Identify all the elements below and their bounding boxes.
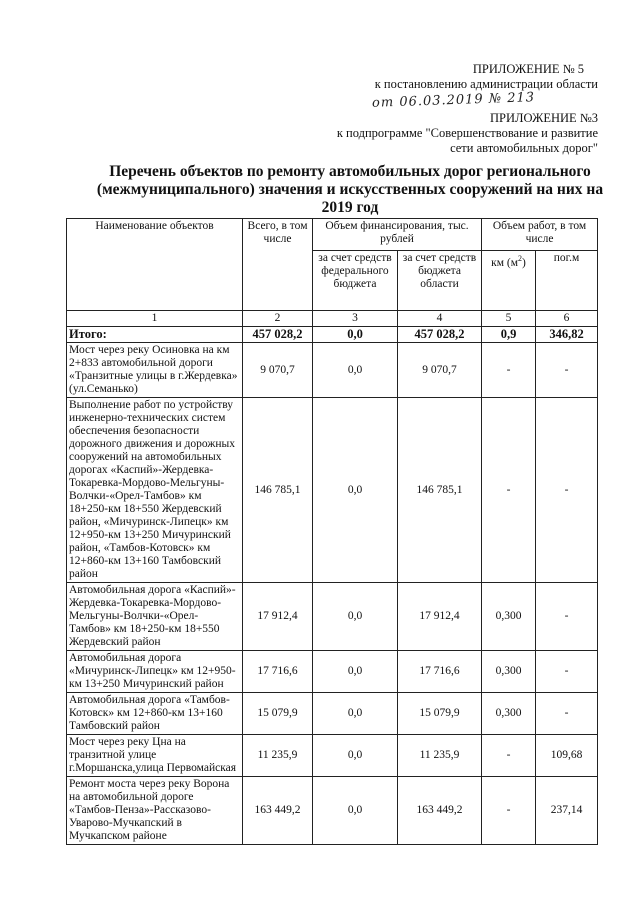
object-pogm: - [536, 651, 598, 693]
object-total: 9 070,7 [243, 343, 313, 398]
object-regional: 11 235,9 [398, 735, 482, 777]
objects-table [66, 218, 598, 845]
object-total: 11 235,9 [243, 735, 313, 777]
sub-appendix-title: ПРИЛОЖЕНИЕ №3 [489, 111, 598, 125]
total-label: Итого: [67, 327, 243, 343]
object-federal: 0,0 [313, 583, 398, 651]
object-total: 163 449,2 [243, 777, 313, 845]
object-regional: 146 785,1 [398, 398, 482, 583]
title-line2: (межмуниципального) значения и искусственных сооружений на них на [96, 181, 604, 198]
total-regional: 457 028,2 [398, 327, 482, 343]
object-regional: 163 449,2 [398, 777, 482, 845]
appendix-ref: к постановлению администрации области [374, 77, 598, 91]
document-title [70, 163, 630, 217]
object-km: 0,300 [482, 693, 536, 735]
header-km-sup: 2 [518, 254, 523, 263]
header-pogm: пог.м [536, 251, 598, 311]
table-row [67, 693, 598, 735]
header-total: Всего, в том числе [243, 219, 313, 311]
object-pogm: 109,68 [536, 735, 598, 777]
sub-appendix-header [337, 111, 598, 156]
header-km-text: км (м [491, 256, 519, 269]
col-number: 1 [67, 311, 243, 327]
object-name: Мост через реку Осиновка на км 2+833 автомобильной дороги «Транзитные улицы в г.Жердевка» (ул.Семанько) [67, 343, 243, 398]
object-name: Автомобильная дорога «Мичуринск-Липецк» км 12+950-км 13+250 Мичуринский район [67, 651, 243, 693]
object-federal: 0,0 [313, 398, 398, 583]
object-federal: 0,0 [313, 777, 398, 845]
column-numbers-row [67, 311, 598, 327]
total-km: 0,9 [482, 327, 536, 343]
appendix-header [375, 62, 598, 92]
object-km: - [482, 777, 536, 845]
object-pogm: - [536, 398, 598, 583]
table-row [67, 398, 598, 583]
title-line3: 2019 год [321, 199, 379, 216]
total-sum: 457 028,2 [243, 327, 313, 343]
header-works: Объем работ, в том числе [482, 219, 598, 251]
object-total: 17 716,6 [243, 651, 313, 693]
sub-appendix-line1: к подпрограмме "Совершенствование и развитие [336, 126, 598, 140]
object-total: 17 912,4 [243, 583, 313, 651]
handwritten-date: от 06.03.2019 № 213 [371, 90, 536, 111]
object-km: - [482, 343, 536, 398]
header-funding: Объем финансирования, тыс. рублей [313, 219, 482, 251]
object-federal: 0,0 [313, 735, 398, 777]
table-row [67, 777, 598, 845]
object-regional: 9 070,7 [398, 343, 482, 398]
object-km: - [482, 398, 536, 583]
header-regional: за счет средств бюджета области [398, 251, 482, 311]
total-pogm: 346,82 [536, 327, 598, 343]
object-name: Выполнение работ по устройству инженерно-технических систем обеспечения безопасности дорожного движения и дорожных сооружений на автомобильных дорогах «Каспий»-Жердевка-Токаревка-Мордово-Мельгуны-Волчки-«Орел-Тамбов» км 18+250-км 18+550 Жердевский район, «Мичуринск-Липецк» км 12+950-км 13+250 Мичуринский район, «Тамбов-Котовск» км 12+860-км 13+160 Тамбовский район [67, 398, 243, 583]
header-km-close: ) [522, 256, 526, 269]
object-federal: 0,0 [313, 651, 398, 693]
object-pogm: - [536, 343, 598, 398]
col-number: 3 [313, 311, 398, 327]
object-pogm: 237,14 [536, 777, 598, 845]
col-number: 5 [482, 311, 536, 327]
object-km: - [482, 735, 536, 777]
object-pogm: - [536, 693, 598, 735]
object-regional: 15 079,9 [398, 693, 482, 735]
table-row [67, 735, 598, 777]
object-km: 0,300 [482, 583, 536, 651]
object-name: Мост через реку Цна на транзитной улице г.Моршанска,улица Первомайская [67, 735, 243, 777]
appendix-title: ПРИЛОЖЕНИЕ № 5 [472, 62, 584, 76]
col-number: 4 [398, 311, 482, 327]
object-regional: 17 912,4 [398, 583, 482, 651]
object-total: 146 785,1 [243, 398, 313, 583]
col-number: 2 [243, 311, 313, 327]
header-federal: за счет средств федерального бюджета [313, 251, 398, 311]
object-federal: 0,0 [313, 693, 398, 735]
table-row [67, 651, 598, 693]
header-km [482, 251, 536, 311]
sub-appendix-line2: сети автомобильных дорог" [450, 141, 598, 155]
object-pogm: - [536, 583, 598, 651]
total-row [67, 327, 598, 343]
header-name: Наименование объектов [67, 219, 243, 311]
col-number: 6 [536, 311, 598, 327]
table-row [67, 343, 598, 398]
object-km: 0,300 [482, 651, 536, 693]
table-row [67, 583, 598, 651]
total-federal: 0,0 [313, 327, 398, 343]
object-name: Автомобильная дорога «Тамбов-Котовск» км 12+860-км 13+160 Тамбовский район [67, 693, 243, 735]
object-name: Автомобильная дорога «Каспий»-Жердевка-Токаревка-Мордово-Мельгуны-Волчки-«Орел-Тамбов» км 18+250-км 18+550 Жердевский район [67, 583, 243, 651]
title-line1: Перечень объектов по ремонту автомобильных дорог регионального [109, 163, 591, 180]
object-name: Ремонт моста через реку Ворона на автомобильной дороге «Тамбов-Пенза»-Рассказово-Уварово-Мучкапский в Мучкапском районе [67, 777, 243, 845]
object-regional: 17 716,6 [398, 651, 482, 693]
object-total: 15 079,9 [243, 693, 313, 735]
object-federal: 0,0 [313, 343, 398, 398]
